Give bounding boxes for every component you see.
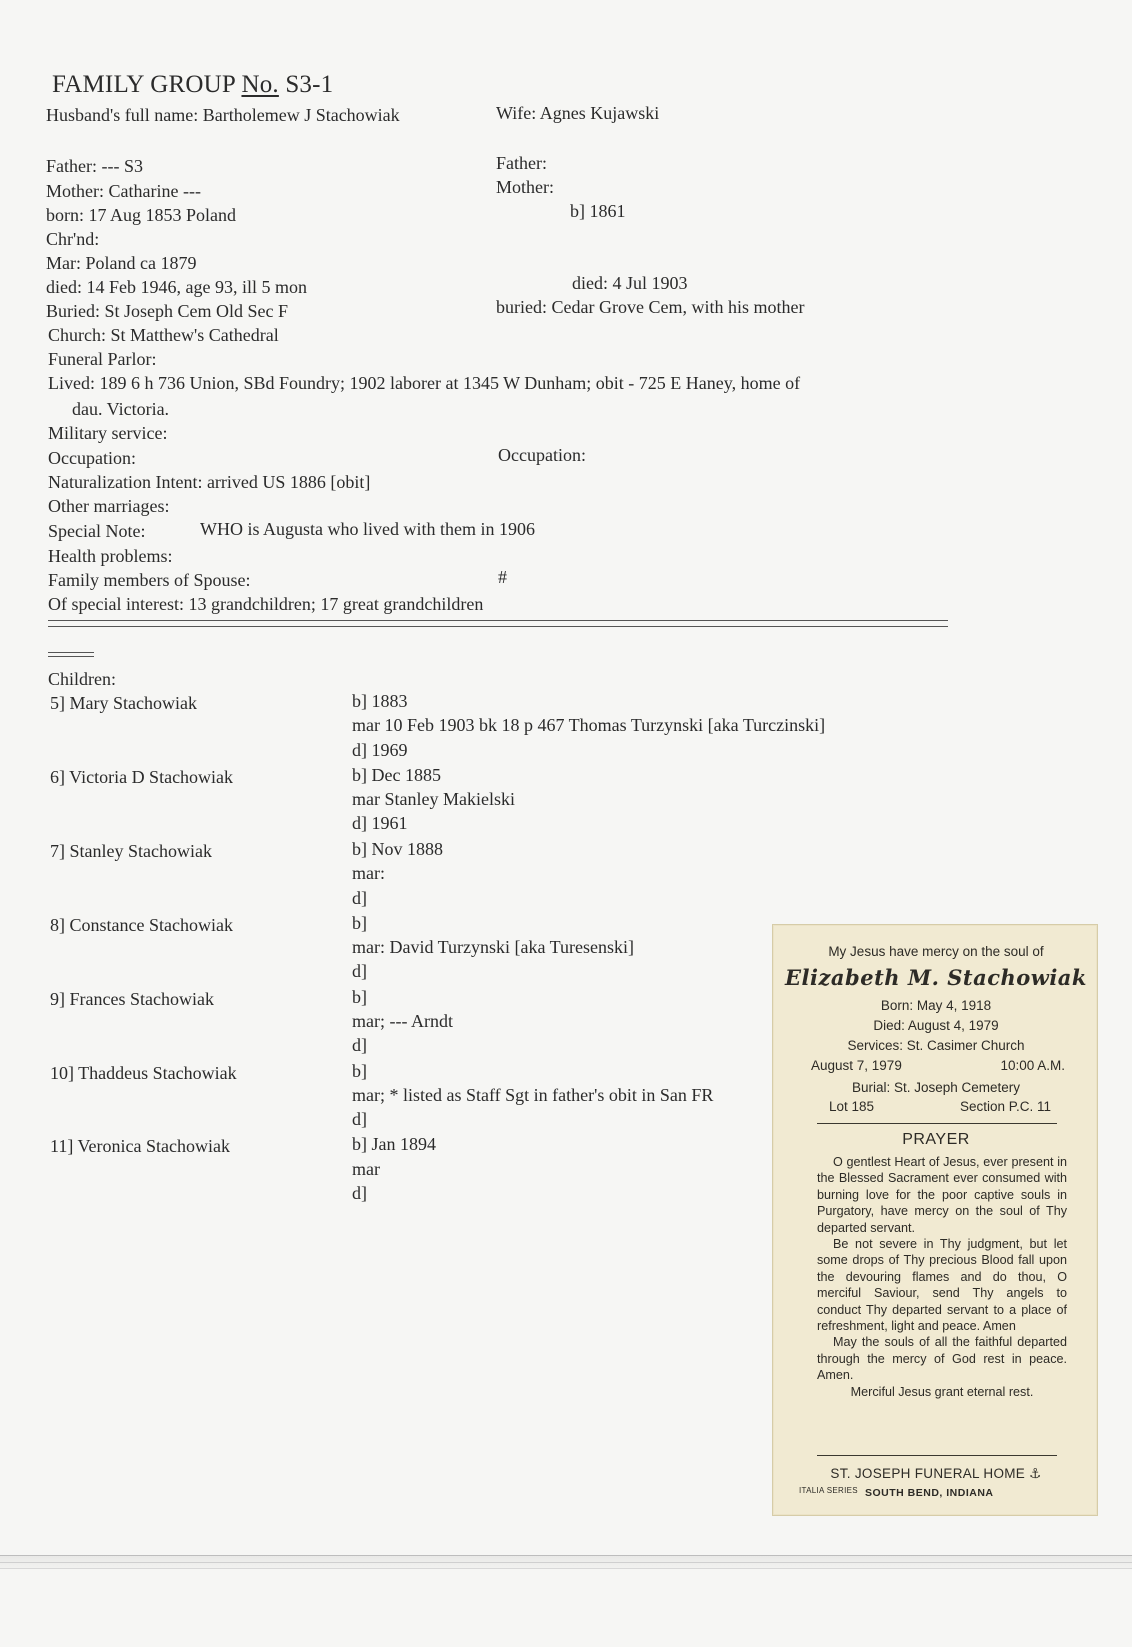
card-section: Section P.C. 11	[959, 1099, 1051, 1114]
child-name: 11] Veronica Stachowiak	[50, 1136, 230, 1156]
husband-occupation: Occupation:	[48, 448, 136, 468]
child-born: b] Jan 1894	[352, 1134, 436, 1154]
card-city: SOUTH BEND, INDIANA	[865, 1487, 994, 1499]
husband-mother: Mother: Catharine ---	[46, 181, 201, 201]
card-service-time: 10:00 A.M.	[1000, 1058, 1065, 1073]
child-died: d]	[352, 1183, 367, 1203]
card-service-date: August 7, 1979	[811, 1058, 902, 1073]
card-born: Born: May 4, 1918	[880, 998, 992, 1013]
wife-father: Father:	[496, 153, 547, 173]
card-prayer-paragraph: O gentlest Heart of Jesus, ever present in the Blessed Sacrament ever consumed with burning love for the poor captive souls in Purgatory, have mercy on the soul of Thy departed servant.	[817, 1155, 1067, 1235]
child-born: b]	[352, 1061, 367, 1081]
card-services: Services: St. Casimer Church	[847, 1038, 1025, 1053]
card-prayer-paragraph: Be not severe in Thy judgment, but let some drops of Thy precious Blood fall upon the devouring flames and do thou, O merciful Saviour, send Thy angels to conduct Thy departed servant to a place of refreshment, light and peace. Amen	[817, 1237, 1067, 1334]
child-married: mar	[352, 1159, 380, 1179]
memorial-prayer-card	[772, 924, 1098, 1516]
card-funeral-home-name: ST. JOSEPH FUNERAL HOME	[830, 1466, 1026, 1481]
card-died: Died: August 4, 1979	[873, 1018, 999, 1033]
husband-lived-line1: Lived: 189 6 h 736 Union, SBd Foundry; 1902 laborer at 1345 W Dunham; obit - 725 E Haney, home of	[48, 373, 801, 393]
special-interest: Of special interest: 13 grandchildren; 17 great grandchildren	[48, 594, 484, 614]
child-born: b]	[352, 913, 367, 933]
child-name: 10] Thaddeus Stachowiak	[50, 1063, 237, 1083]
child-born: b] Dec 1885	[352, 765, 441, 785]
husband-buried: Buried: St Joseph Cem Old Sec F	[46, 301, 288, 321]
husband-funeral-parlor: Funeral Parlor:	[48, 349, 157, 369]
special-note-text: WHO is Augusta who lived with them in 1906	[200, 519, 535, 539]
page-title	[52, 70, 333, 100]
card-prayer-paragraph: Merciful Jesus grant eternal rest.	[850, 1384, 1034, 1399]
husband-church: Church: St Matthew's Cathedral	[48, 325, 279, 345]
section-divider	[48, 620, 948, 627]
child-married: mar: David Turzynski [aka Turesenski]	[352, 937, 634, 957]
child-name: 6] Victoria D Stachowiak	[50, 767, 234, 787]
husband-died: died: 14 Feb 1946, age 93, ill 5 mon	[46, 277, 307, 297]
child-died: d]	[352, 961, 367, 981]
husband-health: Health problems:	[48, 546, 173, 566]
child-married: mar:	[352, 863, 385, 883]
child-born: b]	[352, 987, 367, 1007]
child-died: d]	[352, 1035, 367, 1055]
wife-died: died: 4 Jul 1903	[572, 273, 688, 293]
card-burial: Burial: St. Joseph Cemetery	[851, 1080, 1021, 1095]
card-bottom-separator	[817, 1455, 1057, 1456]
wife-occupation: Occupation:	[498, 445, 586, 465]
card-prayer-heading: PRAYER	[902, 1131, 970, 1148]
card-separator	[817, 1123, 1057, 1124]
child-married: mar; --- Arndt	[352, 1011, 453, 1031]
wife-buried: buried: Cedar Grove Cem, with his mother	[496, 297, 805, 317]
child-died: d]	[352, 1109, 367, 1129]
child-born: b] Nov 1888	[352, 839, 443, 859]
child-name: 8] Constance Stachowiak	[50, 915, 233, 935]
card-prayer-text	[817, 1154, 1067, 1400]
husband-lived-line2: dau. Victoria.	[72, 399, 170, 419]
child-name: 7] Stanley Stachowiak	[50, 841, 212, 861]
card-series: ITALIA SERIES	[799, 1486, 858, 1495]
child-married: mar; * listed as Staff Sgt in father's obit in San FR	[352, 1085, 714, 1105]
child-died: d] 1969	[352, 740, 408, 760]
wife-name: Wife: Agnes Kujawski	[496, 103, 660, 123]
child-born: b] 1883	[352, 691, 408, 711]
scan-edge-line	[0, 1568, 1132, 1569]
scan-edge-line	[0, 1555, 1132, 1556]
wife-mother: Mother:	[496, 177, 554, 197]
special-note-label: Special Note:	[48, 521, 146, 541]
child-died: d] 1961	[352, 813, 408, 833]
card-funeral-home	[773, 1465, 1099, 1482]
husband-military: Military service:	[48, 423, 168, 443]
husband-christened: Chr'nd:	[46, 229, 100, 249]
husband-naturalization: Naturalization Intent: arrived US 1886 [obit]	[48, 472, 371, 492]
wife-born: b] 1861	[570, 201, 626, 221]
family-of-spouse: Family members of Spouse:	[48, 570, 251, 590]
anchor-icon: ⚓	[1029, 1466, 1042, 1481]
husband-full-name: Husband's full name: Bartholemew J Stachowiak	[46, 105, 400, 125]
husband-born: born: 17 Aug 1853 Poland	[46, 205, 237, 225]
card-prayer-paragraph: May the souls of all the faithful departed through the mercy of God rest in peace. Amen.	[817, 1335, 1067, 1383]
title-number-label: No.	[241, 71, 279, 98]
child-married: mar 10 Feb 1903 bk 18 p 467 Thomas Turzynski [aka Turczinski]	[352, 715, 826, 735]
child-name: 9] Frances Stachowiak	[50, 989, 214, 1009]
husband-other-marriages: Other marriages:	[48, 496, 170, 516]
child-married: mar Stanley Makielski	[352, 789, 515, 809]
card-intro: My Jesus have mercy on the soul of	[828, 944, 1044, 959]
children-label: Children:	[48, 669, 116, 689]
family-of-spouse-mark: #	[498, 567, 507, 587]
title-suffix: S3-1	[278, 71, 334, 98]
child-name: 5] Mary Stachowiak	[50, 693, 197, 713]
card-lot: Lot 185	[829, 1099, 875, 1114]
child-died: d]	[352, 888, 367, 908]
scan-edge-line	[0, 1562, 1132, 1563]
section-divider-short	[48, 652, 94, 657]
card-deceased-name: Elizabeth M. Stachowiak	[785, 965, 1087, 990]
husband-married: Mar: Poland ca 1879	[46, 253, 197, 273]
husband-father: Father: --- S3	[46, 156, 143, 176]
title-prefix: FAMILY GROUP	[52, 71, 242, 98]
